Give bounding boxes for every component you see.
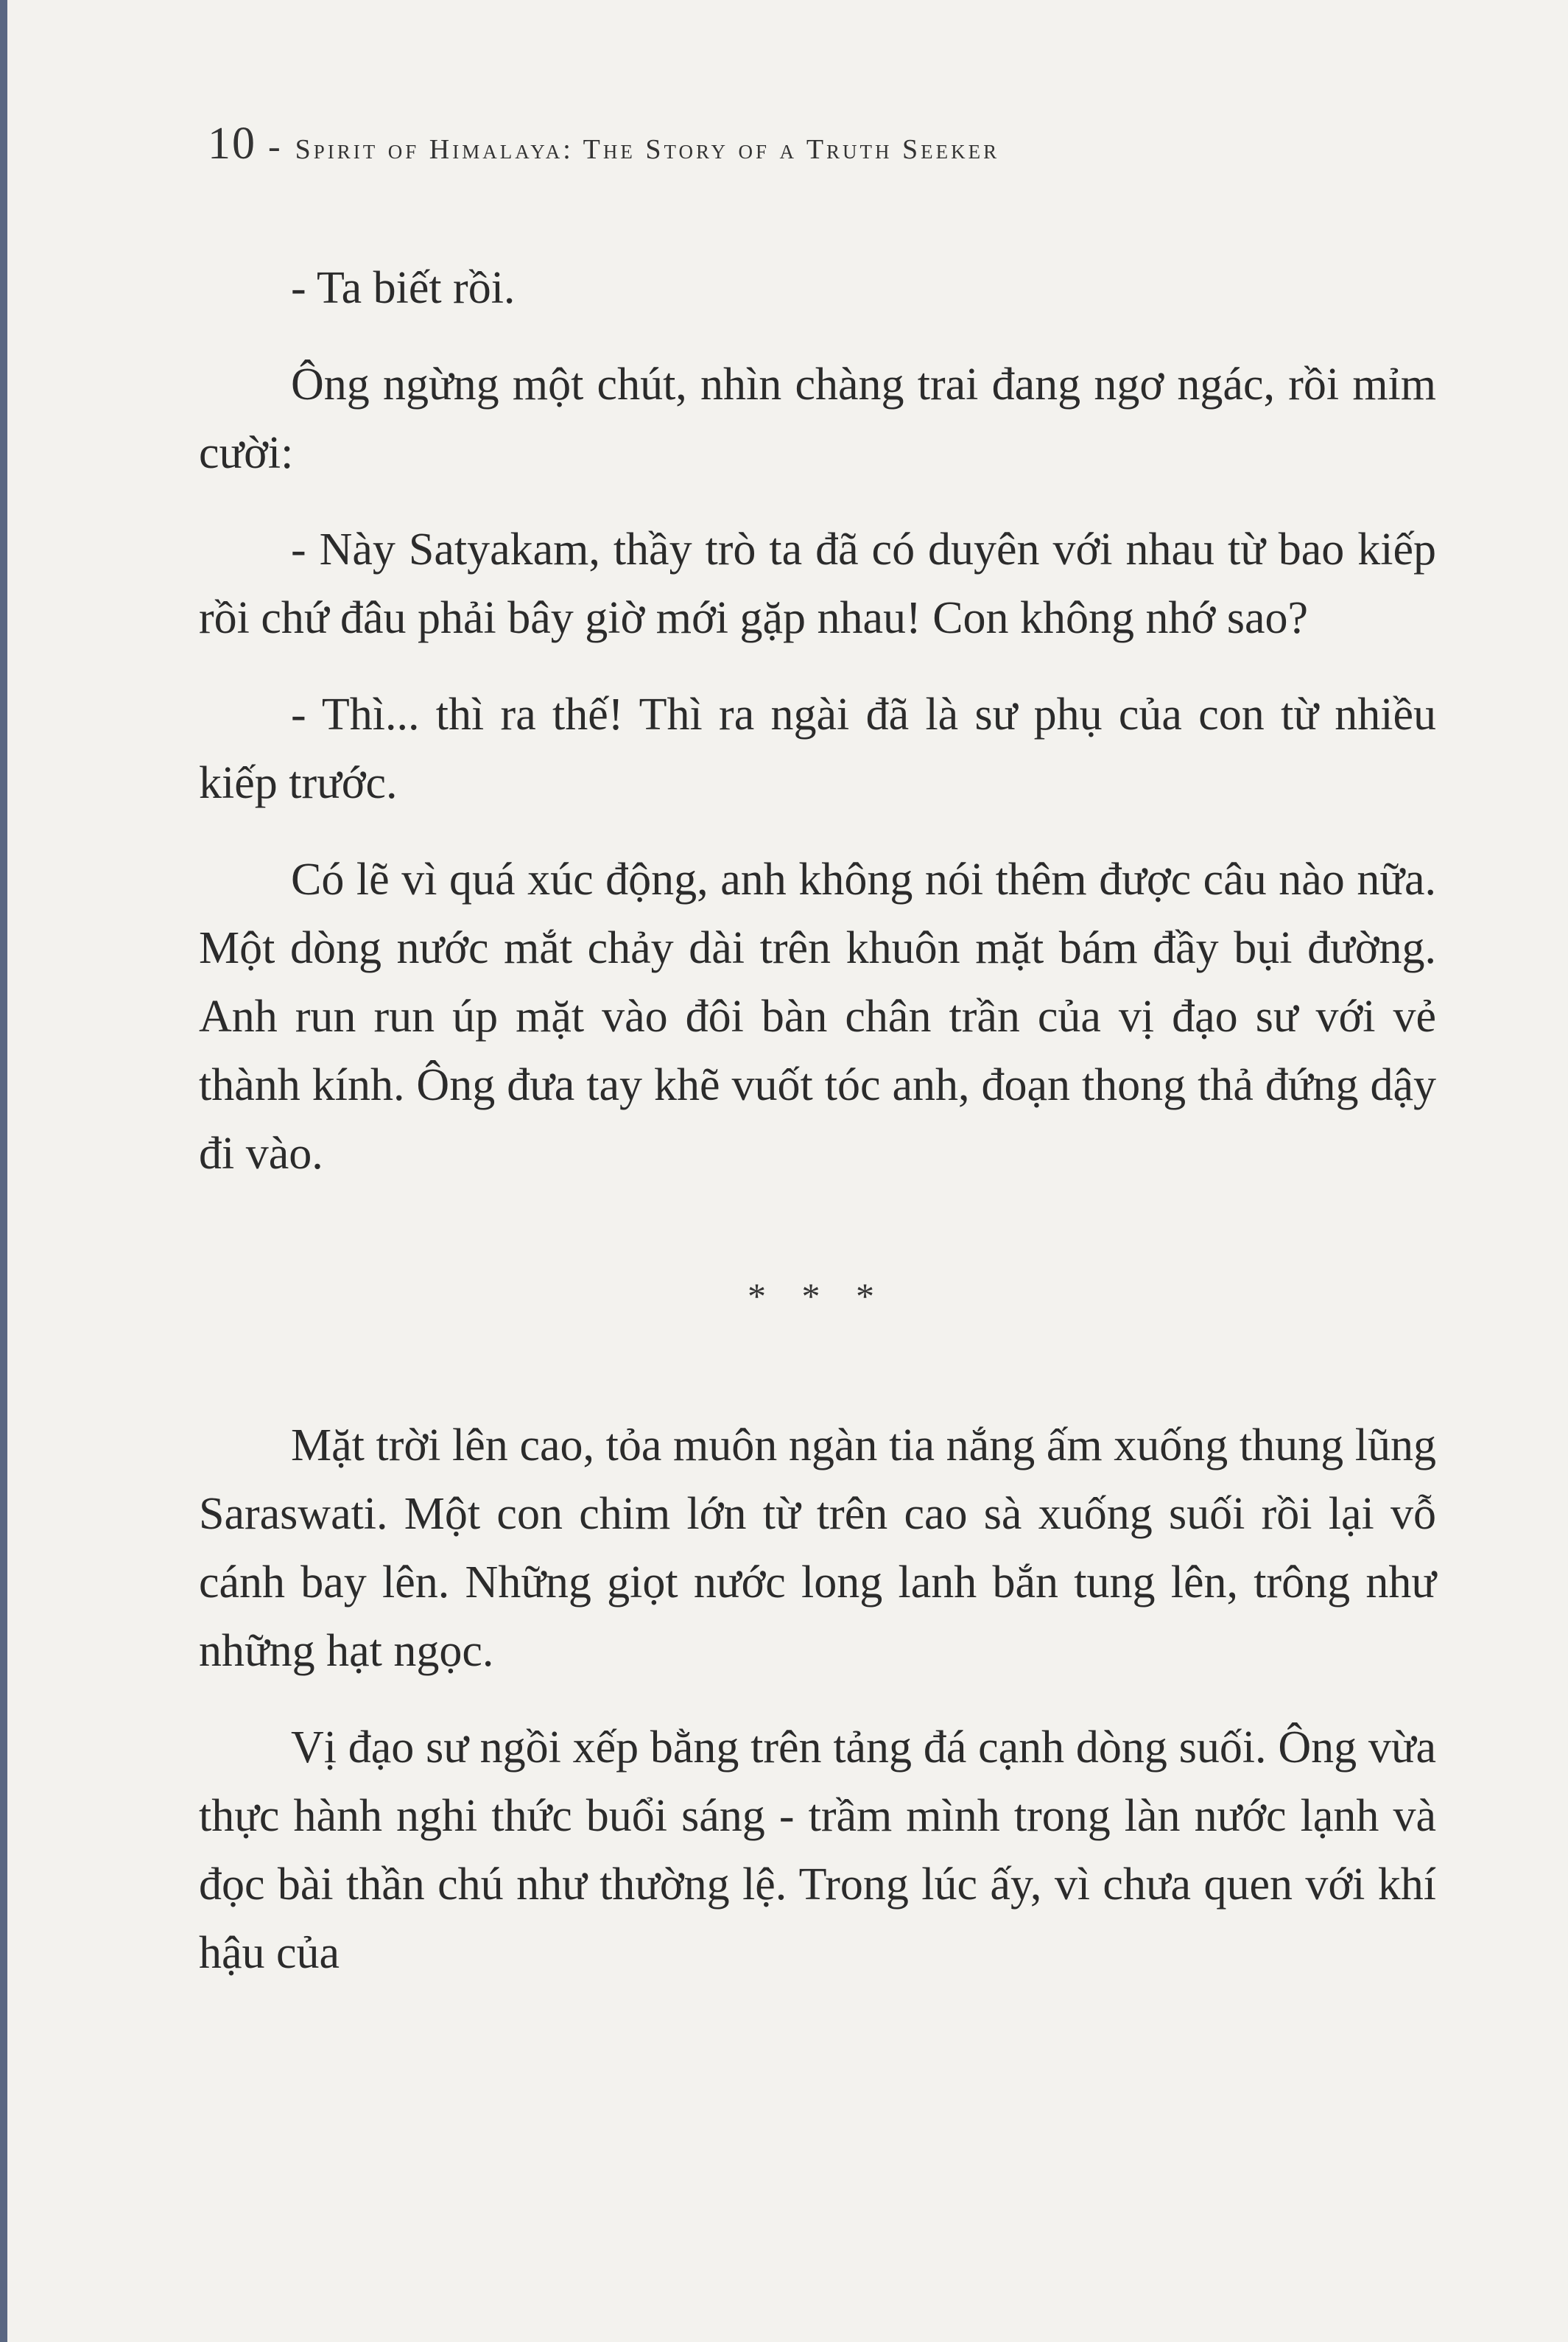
paragraph: Có lẽ vì quá xúc động, anh không nói thêm được câu nào nữa. Một dòng nước mắt chảy dài trên khuôn mặt bám đầy bụi đường. Anh run run úp mặt vào đôi bàn chân trần của vị đạo sư với vẻ thành kính. Ông đưa tay khẽ vuốt tóc anh, đoạn thong thả đứng dậy đi vào. — [199, 855, 1436, 1179]
page-body — [199, 254, 1436, 2016]
section-break: * * * — [748, 1275, 887, 1317]
paragraph: Ông ngừng một chút, nhìn chàng trai đang ngơ ngác, rồi mỉm cười: — [199, 360, 1436, 478]
page-number: 10 — [208, 119, 256, 169]
paragraph: - Này Satyakam, thầy trò ta đã có duyên với nhau từ bao kiếp rồi chứ đâu phải bây giờ mới gặp nhau! Con không nhớ sao? — [199, 525, 1436, 643]
paragraph: Mặt trời lên cao, tỏa muôn ngàn tia nắng ấm xuống thung lũng Saraswati. Một con chim lớn từ trên cao sà xuống suối rồi lại vỗ cánh bay lên. Những giọt nước long lanh bắn tung lên, trông như những hạt ngọc. — [199, 1420, 1436, 1676]
paragraph: - Ta biết rồi. — [291, 263, 516, 313]
paragraph: - Thì... thì ra thế! Thì ra ngài đã là sư phụ của con từ nhiều kiếp trước. — [199, 690, 1436, 808]
paragraph: Vị đạo sư ngồi xếp bằng trên tảng đá cạnh dòng suối. Ông vừa thực hành nghi thức buổi sáng - trầm mình trong làn nước lạnh và đọc bài thần chú như thường lệ. Trong lúc ấy, vì chưa quen với khí hậu của — [199, 1722, 1436, 1978]
book-title: Spirit of Himalaya: The Story of a Truth Seeker — [295, 134, 1000, 165]
header-separator: - — [268, 125, 281, 166]
running-head — [208, 118, 999, 170]
book-spine-edge — [0, 0, 7, 2342]
